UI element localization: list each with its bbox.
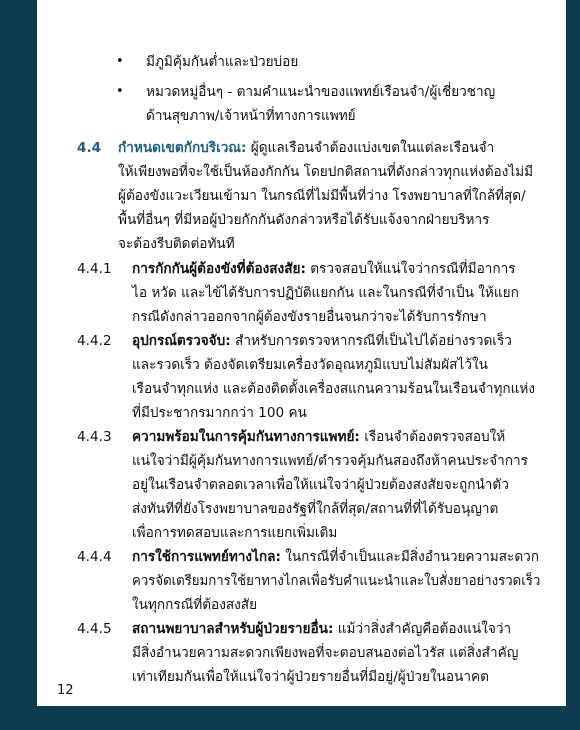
- subsection-first-line: [132, 617, 511, 641]
- subsection-first-line: [132, 425, 505, 449]
- section-text: ผู้ต้องขังแวะเวียนเข้ามา ในกรณีที่ไม่มีพื้นที่ว่าง โรงพยาบาลที่ใกล้ที่สุด/: [118, 188, 526, 204]
- subsection-text: แน่ใจว่ามีผู้คุ้มกันทางการแพทย์/ตำรวจคุ้มกันสองถึงห้าคนประจำการ: [132, 453, 528, 469]
- subsection-text: เรือนจำต้องตรวจสอบให้: [364, 429, 506, 445]
- section-title: กำหนดเขตกักบริเวณ:: [118, 140, 247, 156]
- subsection-first-line: [132, 257, 516, 281]
- subsection-text: เท่าเทียมกันเพื่อให้แน่ใจว่าผู้ป่วยรายอื่นที่มีอยู่/ผู้ป่วยในอนาคต: [132, 669, 489, 685]
- subsection-text: อยู่ในเรือนจำตลอดเวลาเพื่อให้แน่ใจว่าผู้ป่วยต้องสงสัยจะถูกนำตัว: [132, 477, 509, 493]
- subsection-title: การใช้การแพทย์ทางไกล:: [132, 549, 281, 565]
- bullet-marker: •: [116, 54, 124, 69]
- subsection-text: กรณีดังกล่าวออกจากผู้ต้องขังรายอื่นจนกว่าจะได้รับการรักษา: [132, 309, 487, 325]
- subsection-text: ในกรณีที่จำเป็นและมีสิ่งอำนวยความสะดวก: [285, 549, 540, 565]
- left-border: [0, 0, 37, 730]
- subsection-number: 4.4.4: [77, 549, 112, 565]
- subsection-title: สถานพยาบาลสำหรับผู้ป่วยรายอื่น:: [132, 621, 334, 637]
- subsection-number: 4.4.1: [77, 261, 112, 277]
- bullet-text: มีภูมิคุ้มกันต่ำและป่วยบ่อย: [146, 54, 299, 70]
- subsection-first-line: [132, 329, 512, 353]
- section-text: พื้นที่อื่นๆ ที่มีหอผู้ป่วยกักกันดังกล่าวหรือได้รับแจ้งจากฝ่ายบริหาร: [118, 212, 490, 228]
- subsection-text: ตรวจสอบให้แน่ใจว่ากรณีที่มีอาการ: [310, 261, 516, 277]
- subsection-number: 4.4.5: [77, 621, 112, 637]
- subsection-text: ควรจัดเตรียมการใช้ยาทางไกลเพื่อรับคำแนะนำและใบสั่งยาอย่างรวดเร็ว: [132, 573, 541, 589]
- subsection-text: มีสิ่งอำนวยความสะดวกเพียงพอที่จะตอบสนองต่อไวรัส แต่สิ่งสำคัญ: [132, 645, 519, 661]
- subsection-text: ไอ หวัด และไข้ได้รับการปฏิบัติแยกกัน และในกรณีที่จำเป็น ให้แยก: [132, 285, 519, 301]
- section-text: ให้เพียงพอที่จะใช้เป็นห้องกักกัน โดยปกติสถานที่ดังกล่าวทุกแห่งต้องไม่มี: [118, 164, 534, 180]
- subsection-title: อุปกรณ์ตรวจจับ:: [132, 333, 231, 349]
- subsection-title: การกักกันผู้ต้องขังที่ต้องสงสัย:: [132, 261, 306, 277]
- section-first-line: [118, 136, 494, 160]
- bullet-text: หมวดหมู่อื่นๆ - ตามคำแนะนำของแพทย์เรือนจำ/ผู้เชี่ยวชาญ: [146, 84, 496, 100]
- section-text: ผู้ดูแลเรือนจำต้องแบ่งเขตในแต่ละเรือนจำ: [250, 140, 495, 156]
- page-number: 12: [57, 683, 74, 698]
- right-border: [566, 0, 580, 730]
- subsection-text: ที่มีประชากรมากกว่า 100 คน: [132, 405, 307, 421]
- bottom-border: [0, 706, 580, 730]
- bullet-text: ด้านสุขภาพ/เจ้าหน้าที่ทางการแพทย์: [146, 108, 356, 124]
- section-number: 4.4: [77, 140, 102, 156]
- subsection-text: เพื่อการทดสอบและการแยกเพิ่มเติม: [132, 525, 338, 541]
- subsection-text: สำหรับการตรวจหากรณีที่เป็นไปได้อย่างรวดเร็ว: [235, 333, 512, 349]
- subsection-text: ในทุกกรณีที่ต้องสงสัย: [132, 597, 258, 613]
- subsection-text: ส่งทันทีที่ยังโรงพยาบาลของรัฐที่ใกล้ที่สุด/สถานที่ที่ได้รับอนุญาต: [132, 501, 499, 517]
- subsection-text: และรวดเร็ว ต้องจัดเตรียมเครื่องวัดอุณหภูมิแบบไม่สัมผัสไว้ใน: [132, 357, 488, 373]
- bullet-marker: •: [116, 84, 124, 99]
- subsection-text: เรือนจำทุกแห่ง และต้องติดตั้งเครื่องสแกนความร้อนในเรือนจำทุกแห่ง: [132, 381, 536, 397]
- section-text: จะต้องรีบติดต่อทันที: [118, 236, 235, 252]
- subsection-number: 4.4.3: [77, 429, 112, 445]
- subsection-number: 4.4.2: [77, 333, 112, 349]
- subsection-first-line: [132, 545, 539, 569]
- subsection-text: แม้ว่าสิ่งสำคัญคือต้องแน่ใจว่า: [337, 621, 512, 637]
- subsection-title: ความพร้อมในการคุ้มกันทางการแพทย์:: [132, 429, 360, 445]
